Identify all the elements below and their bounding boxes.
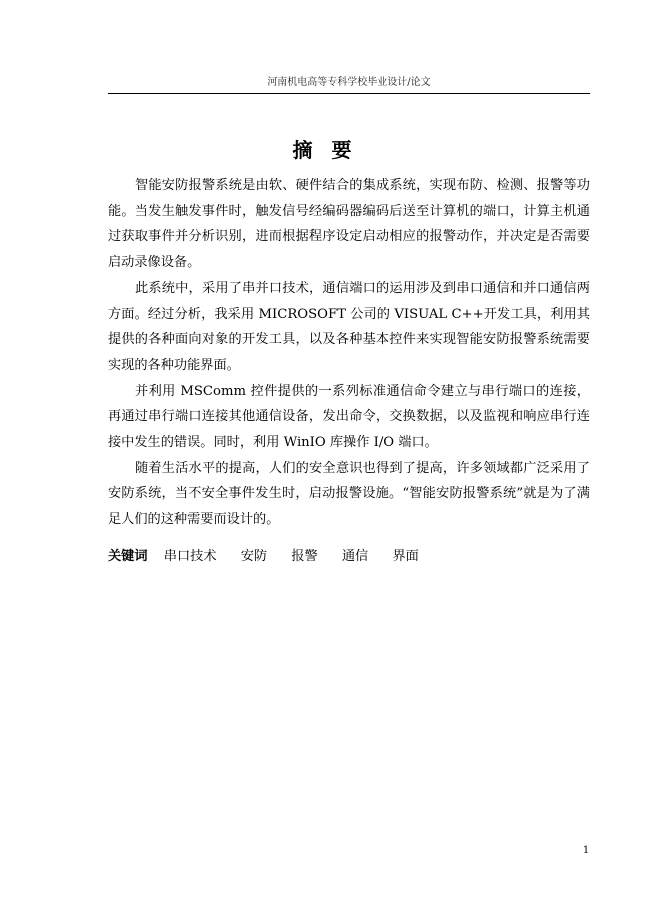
keywords-label: 关键词 [108,549,148,564]
keyword-item: 串口技术 [163,549,217,564]
keyword-item: 界面 [392,549,419,564]
abstract-paragraph-2: 此系统中，采用了串并口技术，通信端口的运用涉及到串口通信和并口通信两方面。经过分析，我采用 MICROSOFT 公司的 VISUAL C++开发工具，利用其提供的各种面向对象的开发工具，以及各种基本控件来实现智能安防报警系统需要实现的各种功能界面。 [108,280,590,373]
keyword-item: 安防 [240,549,268,564]
keyword-item: 通信 [341,549,369,564]
abstract-paragraph-1: 智能安防报警系统是由软、硬件结合的集成系统，实现布防、检测、报警等功能。当发生触发事件时，触发信号经编码器编码后送至计算机的端口，计算主机通过获取事件并分析识别，进而根据程序设定启动相应的报警动作，并决定是否需要启动录像设备。 [108,178,590,271]
keywords-line [108,545,590,569]
abstract-body [108,173,590,533]
abstract-paragraph-3: 并利用 MSComm 控件提供的一系列标准通信命令建立与串行端口的连接，再通过串行端口连接其他通信设备，发出命令，交换数据，以及监视和响应串行连接中发生的错误。同时，利用 WinIO 库操作 I/O 端口。 [108,383,590,451]
page-number: 1 [582,845,590,856]
abstract-paragraph-4: 随着生活水平的提高，人们的安全意识也得到了提高，许多领域都广泛采用了安防系统，当不安全事件发生时，启动报警设施。“智能安防报警系统”就是为了满足人们的这种需要而设计的。 [108,460,590,528]
keyword-item: 报警 [291,549,318,564]
page-header: 河南机电高等专科学校毕业设计/论文 [108,76,590,94]
abstract-title: 摘 要 [292,138,358,162]
